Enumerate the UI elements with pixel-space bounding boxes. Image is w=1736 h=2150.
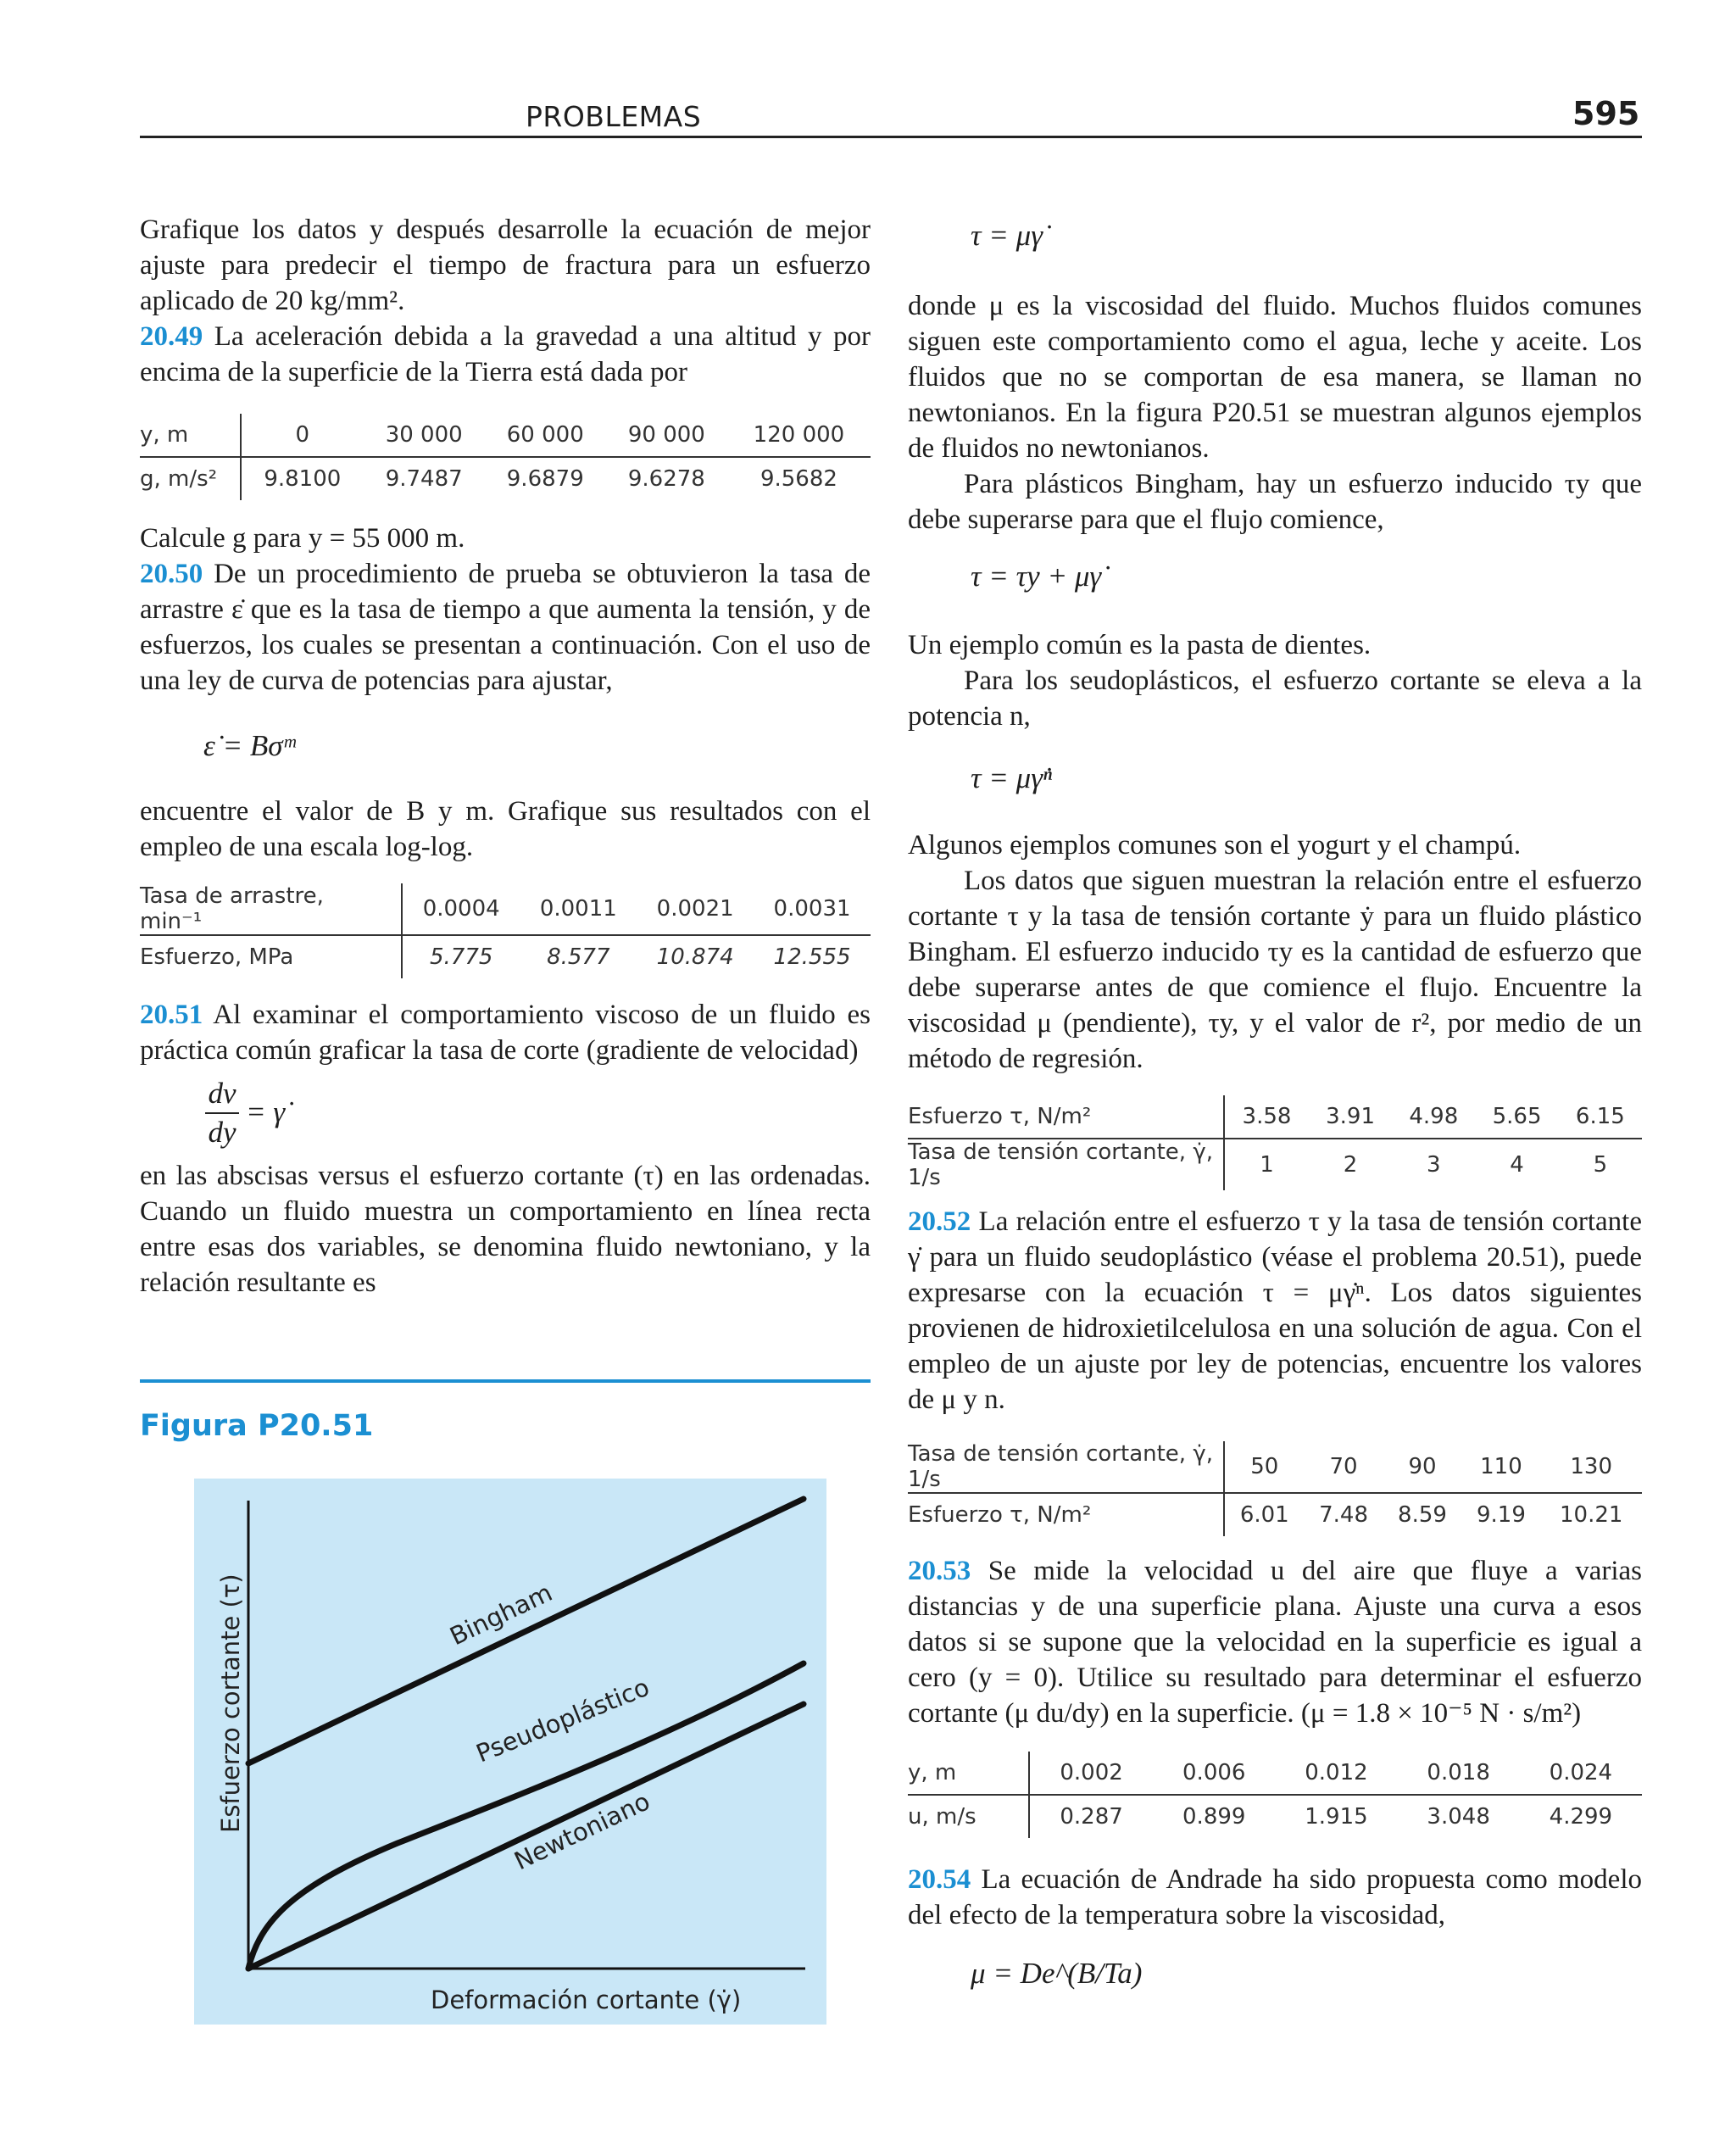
left-intro — [140, 212, 871, 319]
equation-newtonian: τ = μγ̇ — [971, 219, 1043, 252]
table-cell: 0.018 — [1398, 1752, 1520, 1795]
problem-number: 20.52 — [908, 1206, 971, 1237]
paragraph: Para los seudoplásticos, el esfuerzo cortante se eleva a la potencia n, — [908, 666, 1642, 732]
problem-20-49 — [140, 319, 871, 390]
table-cell: 4 — [1510, 1152, 1524, 1178]
problem-number: 20.54 — [908, 1864, 971, 1895]
page-number: 595 — [1572, 95, 1640, 132]
equation-rhs: = γ̇ — [246, 1095, 286, 1128]
table-cell: 0.006 — [1153, 1752, 1275, 1795]
shear-stress-chart — [194, 1479, 826, 2025]
table-cell: 0.024 — [1520, 1752, 1642, 1795]
after-50 — [140, 794, 871, 865]
table-cell: 1.915 — [1305, 1804, 1368, 1830]
paragraph: donde μ es la viscosidad del fluido. Muchos fluidos comunes siguen este comportamiento como el agua, leche y aceite. Los fluidos que no se comportan de esa manera, se llaman no newtonianos. En la figura P20.51 se muestran algunos ejemplos de fluidos no newtonianos. — [908, 291, 1642, 464]
problem-20-53 — [908, 1553, 1642, 1731]
table-cell: 30 000 — [364, 414, 485, 457]
after-49-text: Calcule g para y = 55 000 m. — [140, 523, 465, 554]
table-label: Tasa de tensión cortante, γ̇, 1/s — [908, 1139, 1224, 1190]
problem-text: Se mide la velocidad u del aire que fluye a varias distancias y de una superficie plana. Ajuste una curva a esos datos si se supone que la velocidad en la superficie es igual a cero (y = 0). Utilice su resultado para determinar el esfuerzo cortante (μ du/dy) en la superficie. (μ = 1.8 × 10⁻⁵ N · s/m²) — [908, 1556, 1642, 1729]
table-20-51 — [908, 1095, 1642, 1190]
table-label: Esfuerzo τ, N/m² — [908, 1095, 1224, 1139]
problem-text: La ecuación de Andrade ha sido propuesta como modelo del efecto de la temperatura sobre la viscosidad, — [908, 1864, 1643, 1930]
fraction-numerator: dv — [208, 1077, 236, 1110]
table-cell: 9.7487 — [385, 466, 463, 492]
table-cell: 90 — [1383, 1441, 1462, 1493]
table-20-53 — [908, 1752, 1642, 1838]
intro-paragraph: Grafique los datos y después desarrolle la ecuación de mejor ajuste para predecir el tiempo de fractura para un esfuerzo aplicado de 20 kg/mm². — [140, 214, 871, 316]
table-cell: 0.899 — [1182, 1804, 1246, 1830]
equation-pseudoplastic: τ = μγ̇ⁿ — [971, 761, 1053, 794]
equation-andrade: μ = De^(B/Ta) — [971, 1957, 1143, 1990]
problem-text: De un procedimiento de prueba se obtuvieron la tasa de arrastre ε̇ que es la tasa de tiempo a que aumenta la tensión, y de esfuerzos, los cuales se presentan a continuación. Con el uso de una ley de curva de potencias para ajustar, — [140, 559, 871, 696]
table-cell: 9.8100 — [264, 466, 342, 492]
after-51-text: en las abscisas versus el esfuerzo cortante (τ) en las ordenadas. Cuando un fluido muestra un comportamiento en línea recta entre esas dos variables, se denomina fluido newtoniano, y la relación resultante es — [140, 1161, 871, 1298]
paragraph: Un ejemplo común es la pasta de dientes. — [908, 630, 1372, 660]
table-cell: 9.6278 — [627, 466, 705, 492]
table-cell: 60 000 — [485, 414, 606, 457]
problem-text: Al examinar el comportamiento viscoso de un fluido es práctica común graficar la tasa de corte (gradiente de velocidad) — [140, 1000, 871, 1066]
right-block-1 — [908, 288, 1642, 538]
table-cell: 8.59 — [1398, 1502, 1447, 1528]
table-label: u, m/s — [908, 1795, 1029, 1838]
table-cell: 0.287 — [1060, 1804, 1123, 1830]
table-20-52 — [908, 1441, 1642, 1536]
running-header-title: PROBLEMAS — [526, 100, 702, 133]
after-51 — [140, 1158, 871, 1301]
table-cell: 9.6879 — [506, 466, 584, 492]
table-cell: 0 — [241, 414, 364, 457]
problem-number: 20.50 — [140, 559, 203, 589]
table-label: Tasa de arrastre, min⁻¹ — [140, 883, 402, 935]
table-cell: 4.299 — [1549, 1804, 1613, 1830]
header-rule — [140, 136, 1642, 138]
table-cell: 1 — [1260, 1152, 1274, 1178]
table-cell: 5.775 — [429, 944, 493, 970]
table-cell: 110 — [1461, 1441, 1540, 1493]
problem-number: 20.53 — [908, 1556, 971, 1586]
figure-panel — [194, 1479, 826, 2025]
table-cell: 0.0021 — [637, 883, 754, 935]
table-cell: 70 — [1305, 1441, 1383, 1493]
after-50-text: encuentre el valor de B y m. Grafique sus resultados con el empleo de una escala log-log. — [140, 796, 871, 862]
paragraph: Algunos ejemplos comunes son el yogurt y el champú. — [908, 830, 1522, 861]
x-axis-label: Deformación cortante (γ̇) — [431, 1986, 742, 2014]
table-cell: 10.21 — [1559, 1502, 1623, 1528]
table-cell: 12.555 — [773, 944, 851, 970]
table-cell: 0.0031 — [754, 883, 871, 935]
table-cell: 2 — [1343, 1152, 1358, 1178]
table-20-50 — [140, 883, 871, 978]
right-block-2 — [908, 627, 1642, 734]
table-cell: 9.19 — [1477, 1502, 1526, 1528]
table-cell: 120 000 — [727, 414, 871, 457]
table-cell: 5 — [1593, 1152, 1608, 1178]
problem-number: 20.49 — [140, 321, 203, 352]
equation-power-law: ε̇ = Bσᵐ — [203, 729, 296, 762]
paragraph: Los datos que siguen muestran la relación entre el esfuerzo cortante τ y la tasa de tensión cortante ẏ para un fluido plástico Bingham. El esfuerzo inducido τy es la cantidad de esfuerzo que debe superarse antes de que comience el flujo. Encuentre la viscosidad μ (pendiente), τy, y el valor de r², por medio de un método de regresión. — [908, 866, 1642, 1074]
right-block-3 — [908, 827, 1642, 1077]
table-cell: 130 — [1540, 1441, 1642, 1493]
table-cell: 3.91 — [1309, 1095, 1392, 1139]
table-label: y, m — [908, 1752, 1029, 1795]
table-cell: 50 — [1224, 1441, 1305, 1493]
table-label: y, m — [140, 414, 241, 457]
table-cell: 3 — [1427, 1152, 1441, 1178]
table-cell: 9.5682 — [760, 466, 837, 492]
table-cell: 0.002 — [1029, 1752, 1153, 1795]
table-cell: 3.58 — [1224, 1095, 1309, 1139]
table-cell: 0.0004 — [402, 883, 520, 935]
table-cell: 3.048 — [1427, 1804, 1490, 1830]
table-cell: 8.577 — [547, 944, 610, 970]
table-cell: 0.0011 — [520, 883, 637, 935]
table-cell: 5.65 — [1475, 1095, 1558, 1139]
problem-20-51 — [140, 997, 871, 1068]
problem-20-52 — [908, 1204, 1642, 1418]
table-label: Tasa de tensión cortante, γ̇, 1/s — [908, 1441, 1224, 1493]
bingham-label: Bingham — [445, 1578, 557, 1651]
problem-number: 20.51 — [140, 1000, 203, 1030]
paragraph: Para plásticos Bingham, hay un esfuerzo inducido τy que debe superarse para que el flujo comience, — [908, 469, 1642, 535]
fraction-denominator: dy — [208, 1116, 236, 1149]
figure-rule — [140, 1379, 871, 1383]
problem-20-54 — [908, 1862, 1642, 1933]
table-20-49 — [140, 414, 871, 500]
table-label: Esfuerzo τ, N/m² — [908, 1493, 1224, 1536]
figure-title: Figura P20.51 — [140, 1409, 374, 1443]
problem-text: La relación entre el esfuerzo τ y la tasa de tensión cortante γ̇ para un fluido seudoplástico (véase el problema 20.51), puede expresarse con la ecuación τ = μγ̇ⁿ. Los datos siguientes provienen de hidroxietilcelulosa en una solución de agua. Con el empleo de un ajuste por ley de potencias, encuentre los valores de μ y n. — [908, 1206, 1642, 1415]
y-axis-label: Esfuerzo cortante (τ) — [216, 1574, 245, 1833]
table-cell: 6.15 — [1559, 1095, 1642, 1139]
table-cell: 90 000 — [606, 414, 727, 457]
equation-bingham: τ = τy + μγ̇ — [971, 560, 1102, 593]
problem-20-50 — [140, 521, 871, 699]
table-cell: 0.012 — [1275, 1752, 1397, 1795]
table-cell: 4.98 — [1392, 1095, 1475, 1139]
table-cell: 7.48 — [1319, 1502, 1368, 1528]
newtonian-label: Newtoniano — [509, 1786, 654, 1876]
pseudoplastic-curve — [248, 1663, 804, 1969]
table-label: Esfuerzo, MPa — [140, 935, 402, 978]
table-label: g, m/s² — [140, 457, 241, 500]
pseudoplastic-label: Pseudoplástico — [471, 1672, 654, 1768]
table-cell: 10.874 — [656, 944, 734, 970]
problem-text: La aceleración debida a la gravedad a una altitud y por encima de la superficie de la Tierra está dada por — [140, 321, 871, 387]
table-cell: 6.01 — [1239, 1502, 1289, 1528]
fraction-bar — [205, 1112, 239, 1114]
